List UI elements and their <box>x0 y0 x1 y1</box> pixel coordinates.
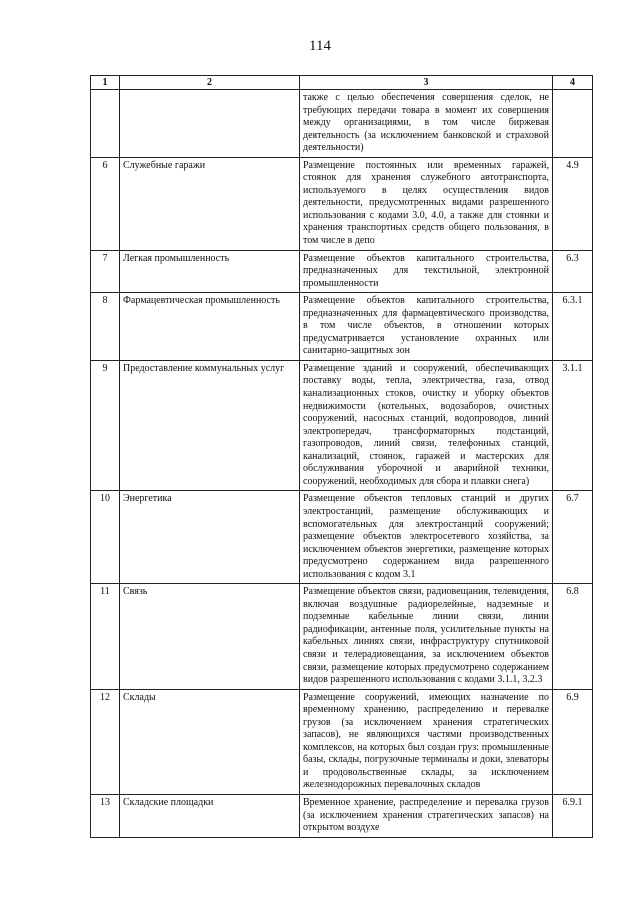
column-header-4: 4 <box>553 76 593 90</box>
row-code-cell: 4.9 <box>553 157 593 250</box>
row-name-cell: Складские площадки <box>120 794 300 837</box>
row-name-cell: Энергетика <box>120 491 300 584</box>
table-header-row <box>91 76 593 90</box>
row-description-cell: Размещение объектов капитального строительства, предназначенных для текстильной, электронной промышленности <box>300 250 553 293</box>
column-header-3: 3 <box>300 76 553 90</box>
row-code-cell: 6.3 <box>553 250 593 293</box>
row-name-cell: Фармацевтическая промышленность <box>120 293 300 361</box>
row-name-cell: Склады <box>120 689 300 794</box>
row-number-cell: 6 <box>91 157 120 250</box>
row-code-cell: 6.9 <box>553 689 593 794</box>
table-row <box>91 250 593 293</box>
row-number-cell: 11 <box>91 584 120 689</box>
table-row <box>91 293 593 361</box>
row-number-cell: 8 <box>91 293 120 361</box>
row-name-cell: Легкая промышленность <box>120 250 300 293</box>
row-name-cell: Связь <box>120 584 300 689</box>
row-description-cell: Размещение сооружений, имеющих назначение по временному хранению, распределению и перевалке грузов (за исключением хранения стратегических запасов), не являющихся частями производственных комплексов, на которых был создан груз: промышленные базы, склады, погрузочные терминалы и доки, элеваторы и продовольственные склады, за исключением железнодорожных перевалочных складов <box>300 689 553 794</box>
row-number-cell <box>91 90 120 158</box>
row-description-cell: Размещение объектов тепловых станций и других электростанций, размещение обслуживающих и вспомогательных для электростанций сооружений; размещение объектов электросетевого хозяйства, за исключением объектов энергетики, размещение которых предусмотрено содержанием вида разрешенного использования с кодом 3.1 <box>300 491 553 584</box>
row-name-cell: Служебные гаражи <box>120 157 300 250</box>
row-code-cell: 6.3.1 <box>553 293 593 361</box>
column-header-2: 2 <box>120 76 300 90</box>
row-code-cell: 3.1.1 <box>553 360 593 490</box>
row-number-cell: 7 <box>91 250 120 293</box>
row-code-cell: 6.9.1 <box>553 794 593 837</box>
row-description-cell: также с целью обеспечения совершения сделок, не требующих передачи товара в момент их совершения между организациями, в том числе биржевая деятельность (за исключением банковской и страховой деятельности) <box>300 90 553 158</box>
row-number-cell: 9 <box>91 360 120 490</box>
table-row <box>91 90 593 158</box>
row-code-cell: 6.8 <box>553 584 593 689</box>
table-row <box>91 360 593 490</box>
column-header-1: 1 <box>91 76 120 90</box>
row-code-cell <box>553 90 593 158</box>
row-number-cell: 13 <box>91 794 120 837</box>
row-name-cell <box>120 90 300 158</box>
land-use-table <box>90 75 593 838</box>
row-description-cell: Размещение объектов капитального строительства, предназначенных для фармацевтического производства, в том числе объектов, в отношении которых предусматривается установление охранных или санитарно-защитных зон <box>300 293 553 361</box>
row-description-cell: Временное хранение, распределение и перевалка грузов (за исключением хранения стратегических запасов) на открытом воздухе <box>300 794 553 837</box>
row-code-cell: 6.7 <box>553 491 593 584</box>
table-row <box>91 491 593 584</box>
row-number-cell: 12 <box>91 689 120 794</box>
row-description-cell: Размещение постоянных или временных гаражей, стоянок для хранения служебного автотранспорта, используемого в целях осуществления видов деятельности, предусмотренных видами разрешенного использования с кодами 3.0, 4.0, а также для стоянки и хранения транспортных средств общего пользования, в том числе в депо <box>300 157 553 250</box>
table-row <box>91 157 593 250</box>
row-description-cell: Размещение объектов связи, радиовещания, телевидения, включая воздушные радиорелейные, надземные и подземные кабельные линии связи, линии радиофикации, антенные поля, усилительные пункты на кабельных линиях связи, инфраструктуру спутниковой связи и телерадиовещания, за исключением объектов связи, размещение которых предусмотрено содержанием видов разрешенного использования с кодами 3.1.1, 3.2.3 <box>300 584 553 689</box>
row-number-cell: 10 <box>91 491 120 584</box>
table-row <box>91 689 593 794</box>
row-description-cell: Размещение зданий и сооружений, обеспечивающих поставку воды, тепла, электричества, газа, отвод канализационных стоков, очистку и уборку объектов недвижимости (котельных, водозаборов, очистных сооружений, насосных станций, водопроводов, линий электропередач, трансформаторных подстанций, газопроводов, линий связи, телефонных станций, канализаций, стоянок, гаражей и мастерских для обслуживания уборочной и аварийной техники, сооружений, необходимых для сбора и плавки снега) <box>300 360 553 490</box>
row-name-cell: Предоставление коммунальных услуг <box>120 360 300 490</box>
page-number: 114 <box>309 38 331 54</box>
table-row <box>91 794 593 837</box>
table-row <box>91 584 593 689</box>
